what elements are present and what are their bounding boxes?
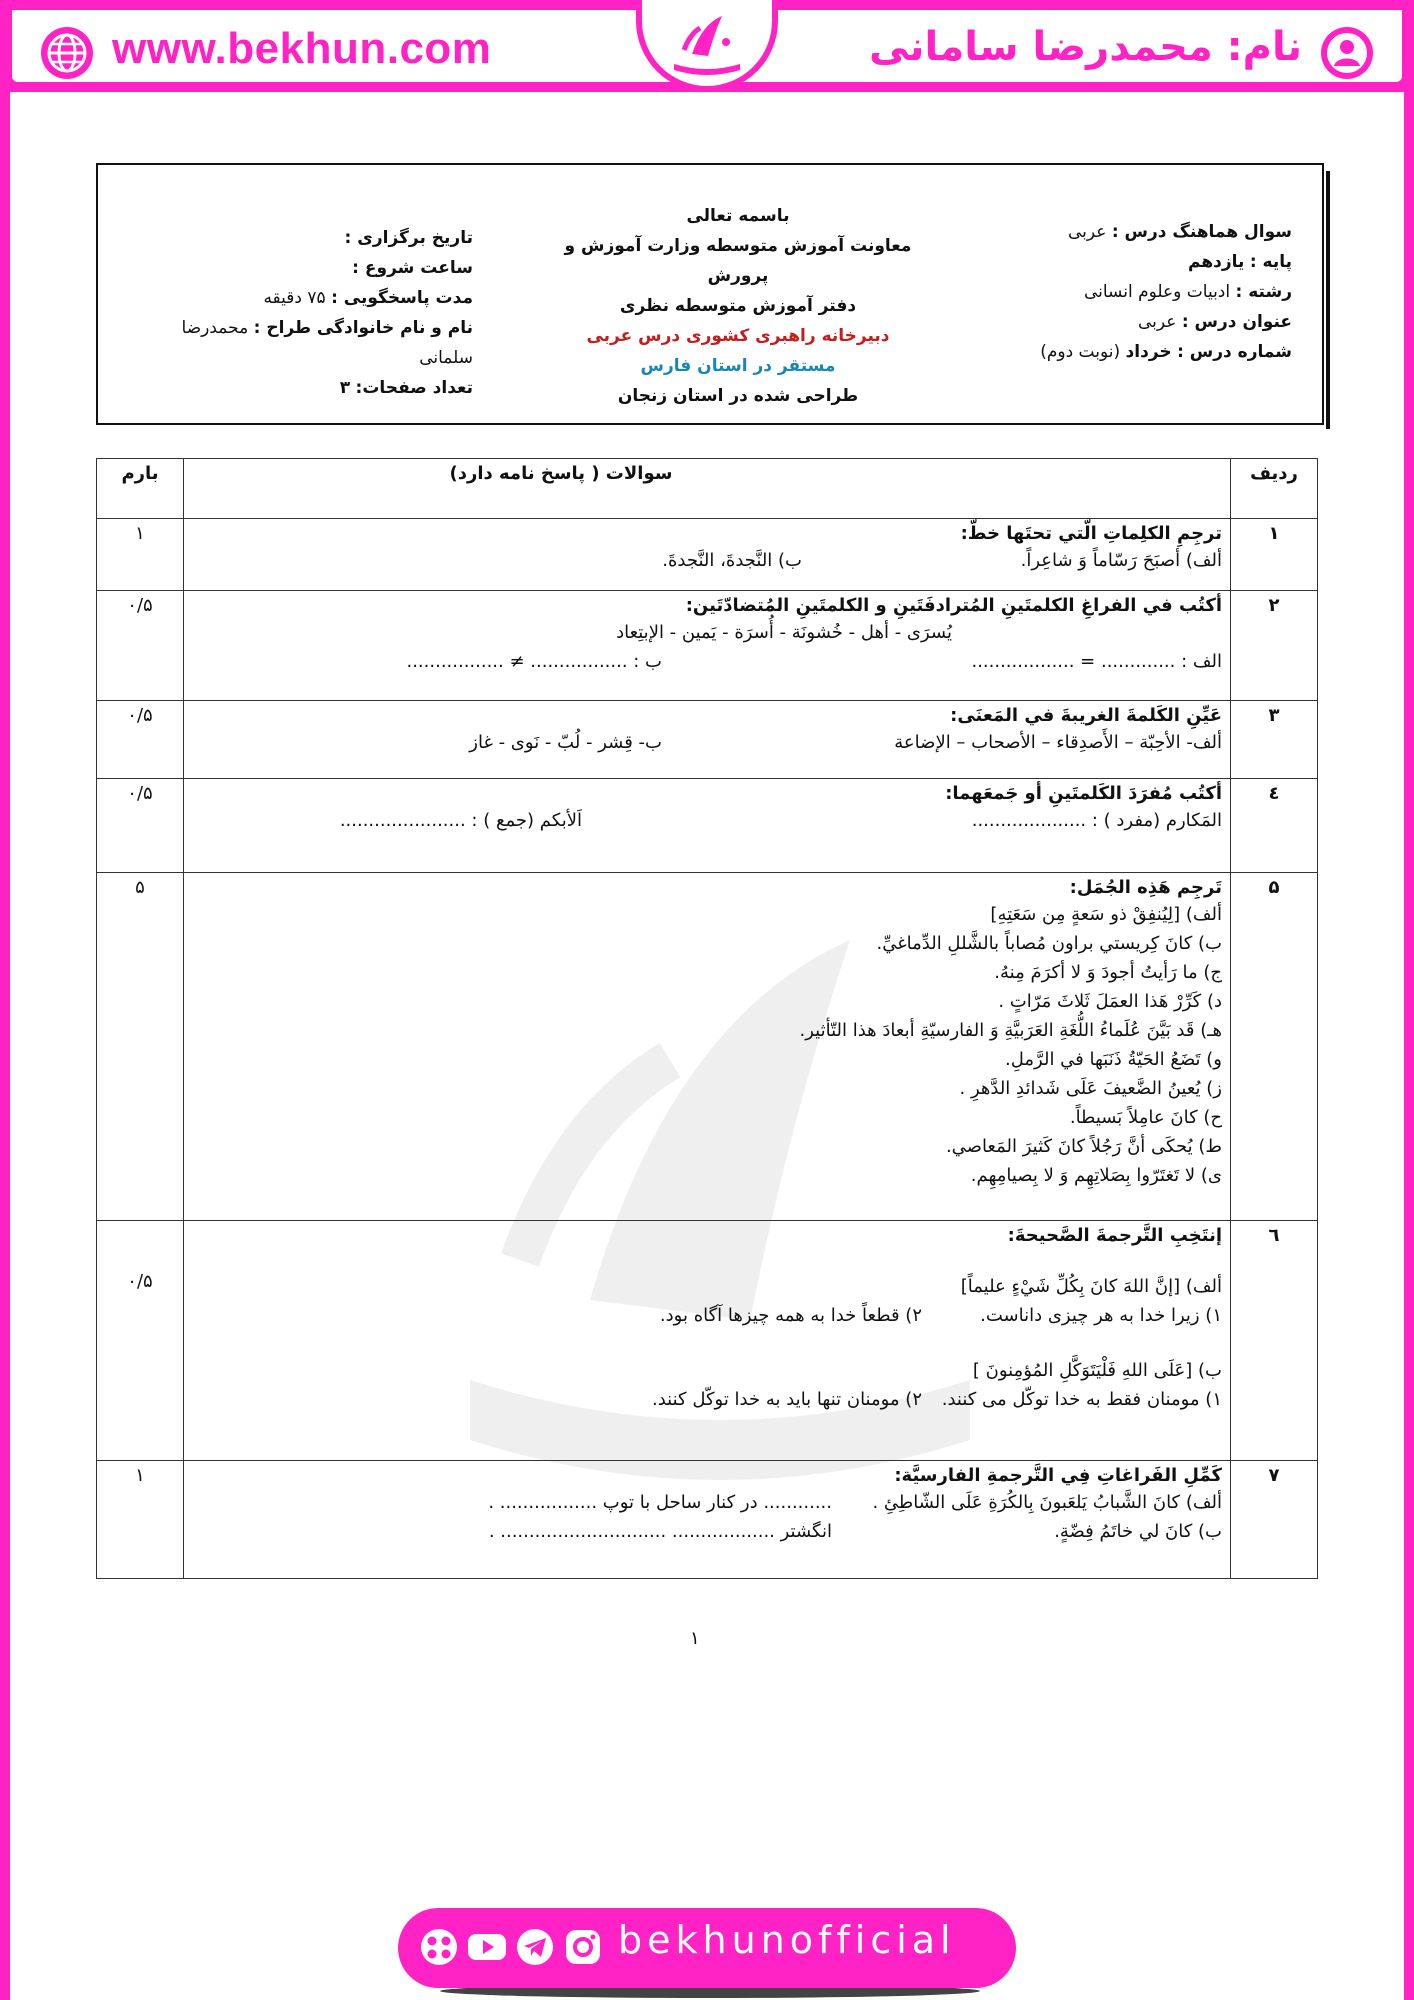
exam-info-left — [153, 223, 473, 403]
question-title: أکتُب في الفراغِ الکلمتَینِ المُترادفَتَینِ و الکلمتَینِ المُتضادّتَین: — [685, 595, 1222, 616]
exam-date-label: تاریخ برگزاری : — [344, 228, 473, 248]
question-score: ۱ — [97, 519, 184, 591]
question-title: تَرجِم هَذِه الجُمَل: — [1069, 877, 1222, 898]
question-body — [184, 1461, 1231, 1579]
q6-b-option-1: ۱) مومنان فقط به خدا توکّل می کنند. — [941, 1389, 1222, 1410]
question-title: إنتَخِبِ التَّرجمةَ الصَّحیحةَ: — [1007, 1225, 1222, 1246]
question-row-6 — [97, 1221, 1318, 1461]
q5-sentence: ج) ما رَأیتُ أجودَ وَ لا أکرَمَ مِنهُ. — [994, 962, 1222, 983]
province-line: مستقر در استان فارس — [640, 356, 836, 376]
question-row-5 — [97, 873, 1318, 1221]
question-body — [184, 779, 1231, 873]
duration-value: ۷۵ دقیقه — [263, 288, 326, 308]
instagram-icon[interactable] — [562, 1926, 604, 1968]
ministry-line: معاونت آموزش متوسطه وزارت آموزش و پرورش — [564, 236, 912, 286]
designer-value: محمدرضا سلمانی — [181, 318, 473, 368]
duration-label: مدت پاسخگویی : — [331, 288, 473, 308]
question-body — [184, 701, 1231, 779]
question-title: أکتُب مُفرَدَ الکَلمتَینِ أو جَمعَهما: — [945, 783, 1222, 804]
question-body — [184, 873, 1231, 1221]
page-count-label: تعداد صفحات: — [355, 378, 473, 398]
question-number: ٤ — [1231, 779, 1318, 873]
course-title-value: عربی — [1138, 312, 1177, 332]
subject-label: سوال هماهنگ درس : — [1111, 222, 1292, 242]
q7-part-b-translation: انگشتر .................. ............................. . — [488, 1521, 832, 1542]
questions-header: سوالات ( پاسخ نامه دارد) — [184, 459, 1231, 519]
q4-part-a: المَکارم (مفرد ) : .................... — [971, 810, 1222, 831]
social-footer — [398, 1908, 1016, 1988]
course-number-note: (نوبت دوم) — [1040, 342, 1121, 362]
q5-sentence: ب) کانَ کِریستي براون مُصاباً بالشَّللِ الدِّماغيِّ. — [876, 933, 1222, 954]
subject-value: عربی — [1067, 222, 1107, 242]
question-score: ۰/۵ — [97, 701, 184, 779]
q5-sentence: هـ) قَد بَیَّنَ عُلَماءُ اللُّغَةِ العَرَبیَّةِ وَ الفارسیّةِ أبعادَ هذا التّأثیر. — [799, 1020, 1222, 1041]
q1-part-a: ألف) أصبَحَ رَسّاماً وَ شاعِراً. — [1020, 550, 1222, 571]
q4-part-b: اَلأبکم (جمع ) : ...................... — [339, 810, 582, 831]
grade-label: پایه : — [1249, 252, 1292, 272]
q5-sentence: د) کَرِّرْ هَذا العمَلَ ثَلاثَ مَرّاتٍ . — [998, 991, 1222, 1012]
q1-part-b: ب) النَّجدةَ، النَّجدةَ. — [662, 550, 802, 571]
q3-part-a: ألف- الأحِبّة – الأَصدِقاء – الأصحاب – الإضاعة — [894, 732, 1222, 753]
q5-sentence: ی) لا تَغتَرّوا بِصَلاتِهِم وَ لا بِصیامِهِم. — [970, 1165, 1222, 1186]
page-count-value: ۳ — [339, 378, 351, 398]
exam-header-box — [96, 163, 1324, 425]
site-url[interactable]: www.bekhun.com — [112, 24, 492, 73]
course-title-label: عنوان درس : — [1181, 312, 1292, 332]
question-score: ۰/۵ — [97, 779, 184, 873]
student-name: نام: محمدرضا سامانی — [868, 24, 1302, 70]
q5-sentence: ط) یُحکَى أنَّ رَجُلاً کانَ کَثیرَ المَعاصي. — [945, 1136, 1222, 1157]
question-row-2 — [97, 591, 1318, 701]
question-row-7 — [97, 1461, 1318, 1579]
question-number: ۳ — [1231, 701, 1318, 779]
question-body — [184, 519, 1231, 591]
q5-sentence: و) تَضَعُ الحَیّةُ ذَنَبَها في الرَّملِ. — [1005, 1049, 1222, 1070]
q6-part-b: ب) [عَلَى اللهِ فَلْیَتَوَکَّلِ المُؤمِنونَ ] — [972, 1360, 1222, 1381]
basmala: باسمه تعالی — [686, 206, 790, 226]
aparat-icon[interactable] — [418, 1926, 460, 1968]
q6-a-option-1: ۱) زیرا خدا به هر چیزی داناست. — [980, 1305, 1222, 1326]
designed-line: طراحی شده در استان زنجان — [617, 386, 859, 406]
q3-part-b: ب- قِشر - لُبّ - نَوى - غاز — [469, 732, 662, 753]
youtube-icon[interactable] — [466, 1926, 508, 1968]
designer-label: نام و نام خانوادگی طراح : — [253, 318, 473, 338]
q2-word-bank: یُسرَى - أهل - خُشونَة - أُسرَة - یَمین - الإبتِعاد — [616, 622, 952, 643]
q7-part-b: ب) کانَ لي خاتَمُ فِضّةٍ. — [1054, 1521, 1222, 1542]
exam-info-center — [538, 201, 938, 411]
question-score: ۰/۵ — [97, 591, 184, 701]
question-number: ۲ — [1231, 591, 1318, 701]
question-title: عَیِّنِ الکَلمةَ الغریبةَ في المَعنَى: — [950, 705, 1222, 726]
question-body — [184, 591, 1231, 701]
question-body — [184, 1221, 1231, 1461]
field-value: ادبیات وعلوم انسانی — [1083, 282, 1231, 302]
field-label: رشته : — [1235, 282, 1292, 302]
course-number-value: خرداد — [1125, 342, 1172, 362]
question-title: کَمِّلِ الفَراغاتِ فِي التَّرجمةِ الفارسیَّة: — [894, 1465, 1222, 1486]
q5-sentence: ح) کانَ عامِلاً بَسیطاً. — [1069, 1107, 1222, 1128]
social-handle[interactable]: bekhunofficial — [618, 1918, 956, 1962]
question-number: ٦ — [1231, 1221, 1318, 1461]
row-header: ردیف — [1231, 459, 1318, 519]
start-time-label: ساعت شروع : — [352, 258, 473, 278]
office-line: دفتر آموزش متوسطه نظری — [619, 296, 857, 316]
question-title: ترجِمِ الکلِماتِ الّتي تحتَها خطّ: — [960, 523, 1222, 544]
questions-table — [96, 458, 1318, 1579]
q2-part-a: الف : ............. = .................. — [971, 651, 1222, 672]
q5-sentence: ز) یُعینُ الضَّعیفَ عَلَى شَدائدِ الدَّهرِ . — [959, 1078, 1222, 1099]
exam-info-right — [1040, 217, 1292, 367]
question-number: ۱ — [1231, 519, 1318, 591]
question-number: ۷ — [1231, 1461, 1318, 1579]
question-score: ۰/۵ — [97, 1221, 184, 1461]
grade-value: یازدهم — [1188, 252, 1245, 272]
question-row-3 — [97, 701, 1318, 779]
question-row-1 — [97, 519, 1318, 591]
q6-part-a: ألف) [إنَّ اللهَ کانَ بِکُلِّ شَيْءٍ علیماً] — [960, 1276, 1222, 1297]
q6-b-option-2: ۲) مومنان تنها باید به خدا توکّل کنند. — [652, 1389, 922, 1410]
telegram-icon[interactable] — [514, 1926, 556, 1968]
table-header-row — [97, 459, 1318, 519]
question-number: ۵ — [1231, 873, 1318, 1221]
q7-part-a-translation: ............ در کنار ساحل با توپ ................. . — [488, 1492, 832, 1513]
page-number: ۱ — [690, 1628, 700, 1649]
question-row-4 — [97, 779, 1318, 873]
score-header: بارم — [97, 459, 184, 519]
secretariat-line: دبیرخانه راهبری کشوری درس عربی — [586, 326, 890, 346]
q2-part-b: ب : ................. ≠ ................. — [406, 651, 662, 672]
q7-part-a: ألف) کانَ الشَّبابُ یَلعَبونَ بِالکُرَةِ عَلَى الشّاطِئِ . — [872, 1492, 1222, 1513]
q5-sentence: ألف) [لِیُنفِقْ ذو سَعةٍ مِن سَعَتِهِ] — [990, 904, 1222, 925]
q6-a-option-2: ۲) قطعاً خدا به همه چیزها آگاه بود. — [659, 1305, 922, 1326]
question-score: ۱ — [97, 1461, 184, 1579]
question-score: ۵ — [97, 873, 184, 1221]
course-number-label: شماره درس : — [1177, 342, 1292, 362]
